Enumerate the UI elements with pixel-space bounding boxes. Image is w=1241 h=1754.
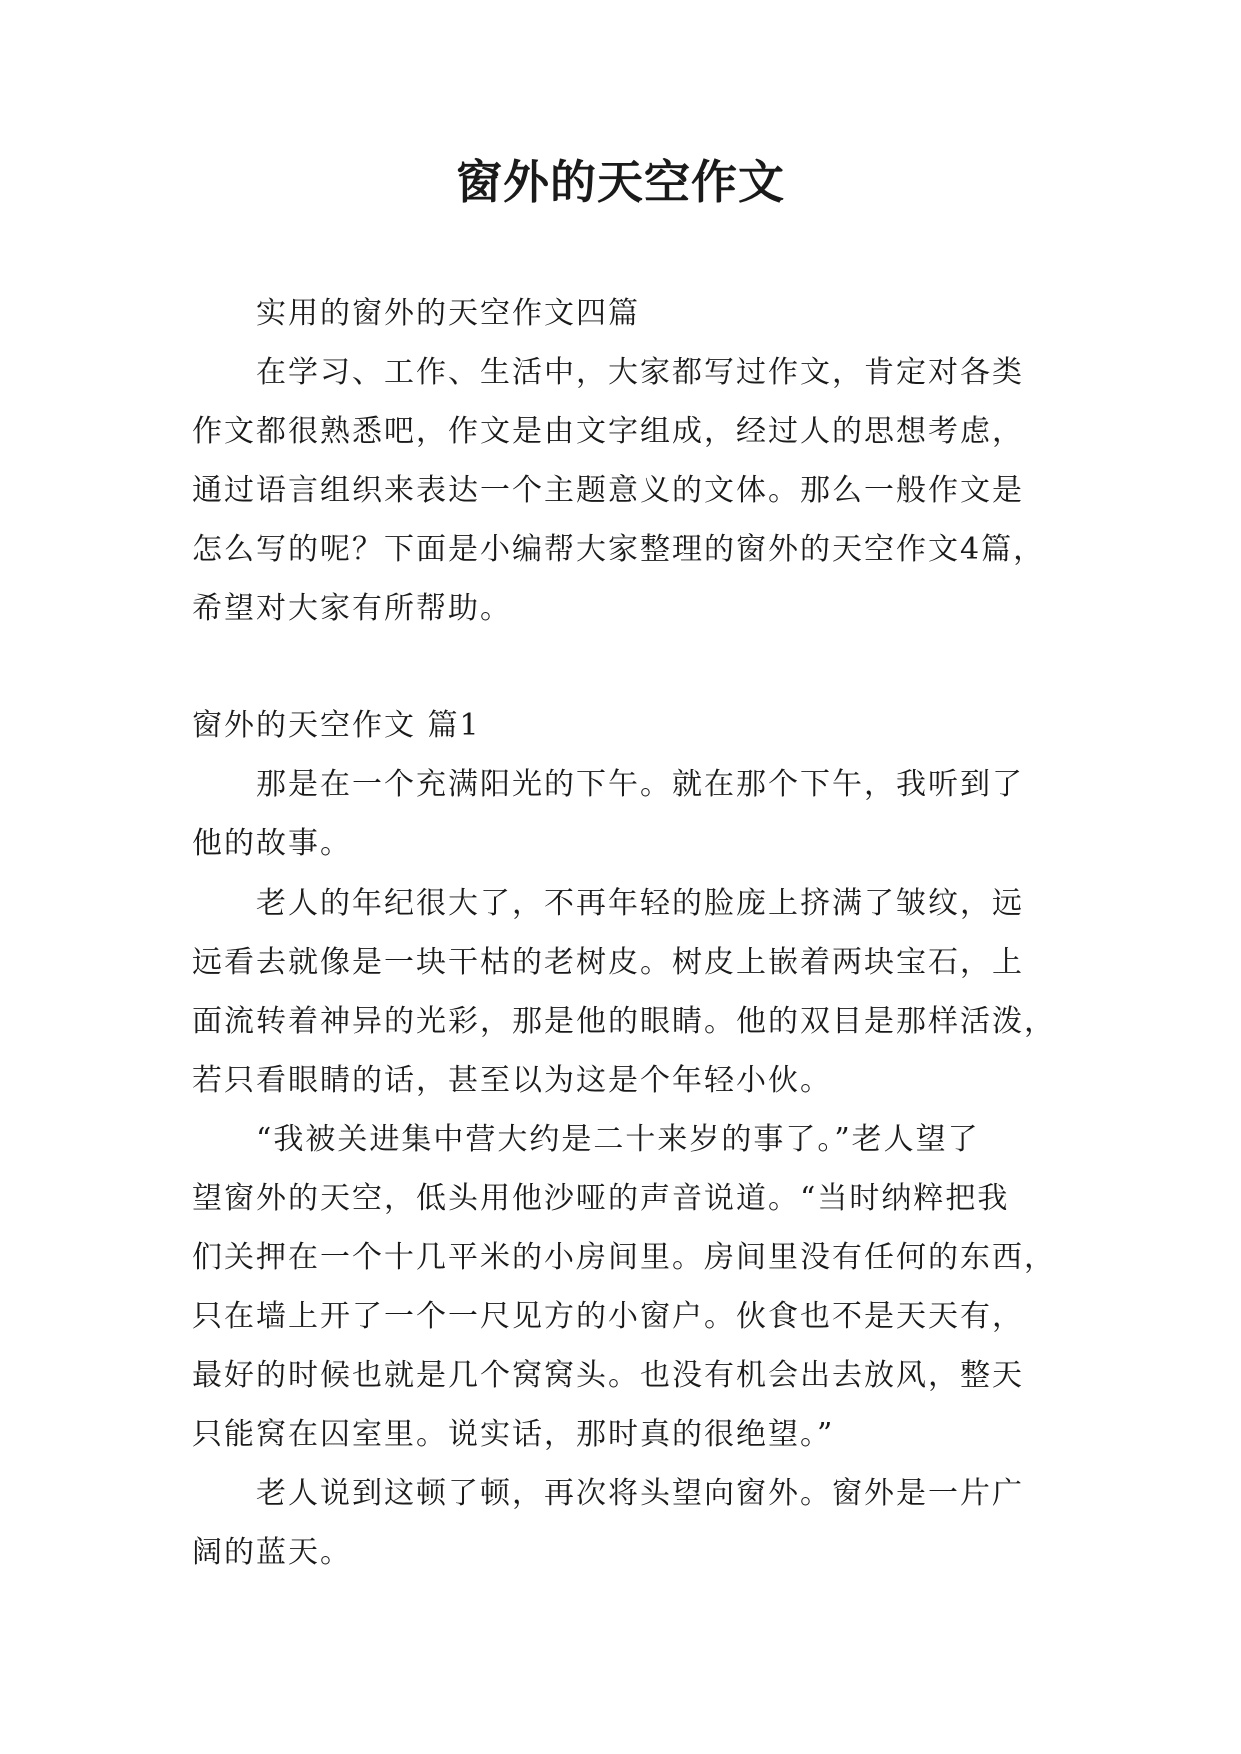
body-line: 望窗外的天空，低头用他沙哑的声音说道。“当时纳粹把我 <box>192 1181 1010 1216</box>
section-heading: 窗外的天空作文 篇1 <box>192 708 481 743</box>
subtitle-line: 实用的窗外的天空作文四篇 <box>256 296 640 331</box>
body-line: 远看去就像是一块干枯的老树皮。树皮上嵌着两块宝石，上 <box>192 945 1024 980</box>
intro-line-5: 希望对大家有所帮助。 <box>192 591 512 626</box>
body-line: 他的故事。 <box>192 826 352 861</box>
document-title: 窗外的天空作文 <box>456 155 785 209</box>
body-line: 那是在一个充满阳光的下午。就在那个下午，我听到了 <box>256 767 1024 802</box>
body-line: “我被关进集中营大约是二十来岁的事了。”老人望了 <box>256 1122 980 1157</box>
intro-line-3: 通过语言组织来表达一个主题意义的文体。那么一般作文是 <box>192 473 1024 508</box>
body-line: 若只看眼睛的话，甚至以为这是个年轻小伙。 <box>192 1063 832 1098</box>
intro-line-4: 怎么写的呢？下面是小编帮大家整理的窗外的天空作文4篇， <box>192 532 1046 567</box>
body-line: 只在墙上开了一个一尺见方的小窗户。伙食也不是天天有， <box>192 1299 1024 1334</box>
body-line: 老人的年纪很大了，不再年轻的脸庞上挤满了皱纹，远 <box>256 886 1024 921</box>
intro-line-2: 作文都很熟悉吧，作文是由文字组成，经过人的思想考虑， <box>192 414 1024 449</box>
body-line: 们关押在一个十几平米的小房间里。房间里没有任何的东西， <box>192 1240 1056 1275</box>
body-line: 只能窝在囚室里。说实话，那时真的很绝望。” <box>192 1417 835 1452</box>
body-line: 阔的蓝天。 <box>192 1535 352 1570</box>
body-line: 最好的时候也就是几个窝窝头。也没有机会出去放风，整天 <box>192 1358 1024 1393</box>
body-line: 面流转着神异的光彩，那是他的眼睛。他的双目是那样活泼， <box>192 1004 1056 1039</box>
intro-line-1: 在学习、工作、生活中，大家都写过作文，肯定对各类 <box>256 355 1024 390</box>
body-line: 老人说到这顿了顿，再次将头望向窗外。窗外是一片广 <box>256 1476 1024 1511</box>
